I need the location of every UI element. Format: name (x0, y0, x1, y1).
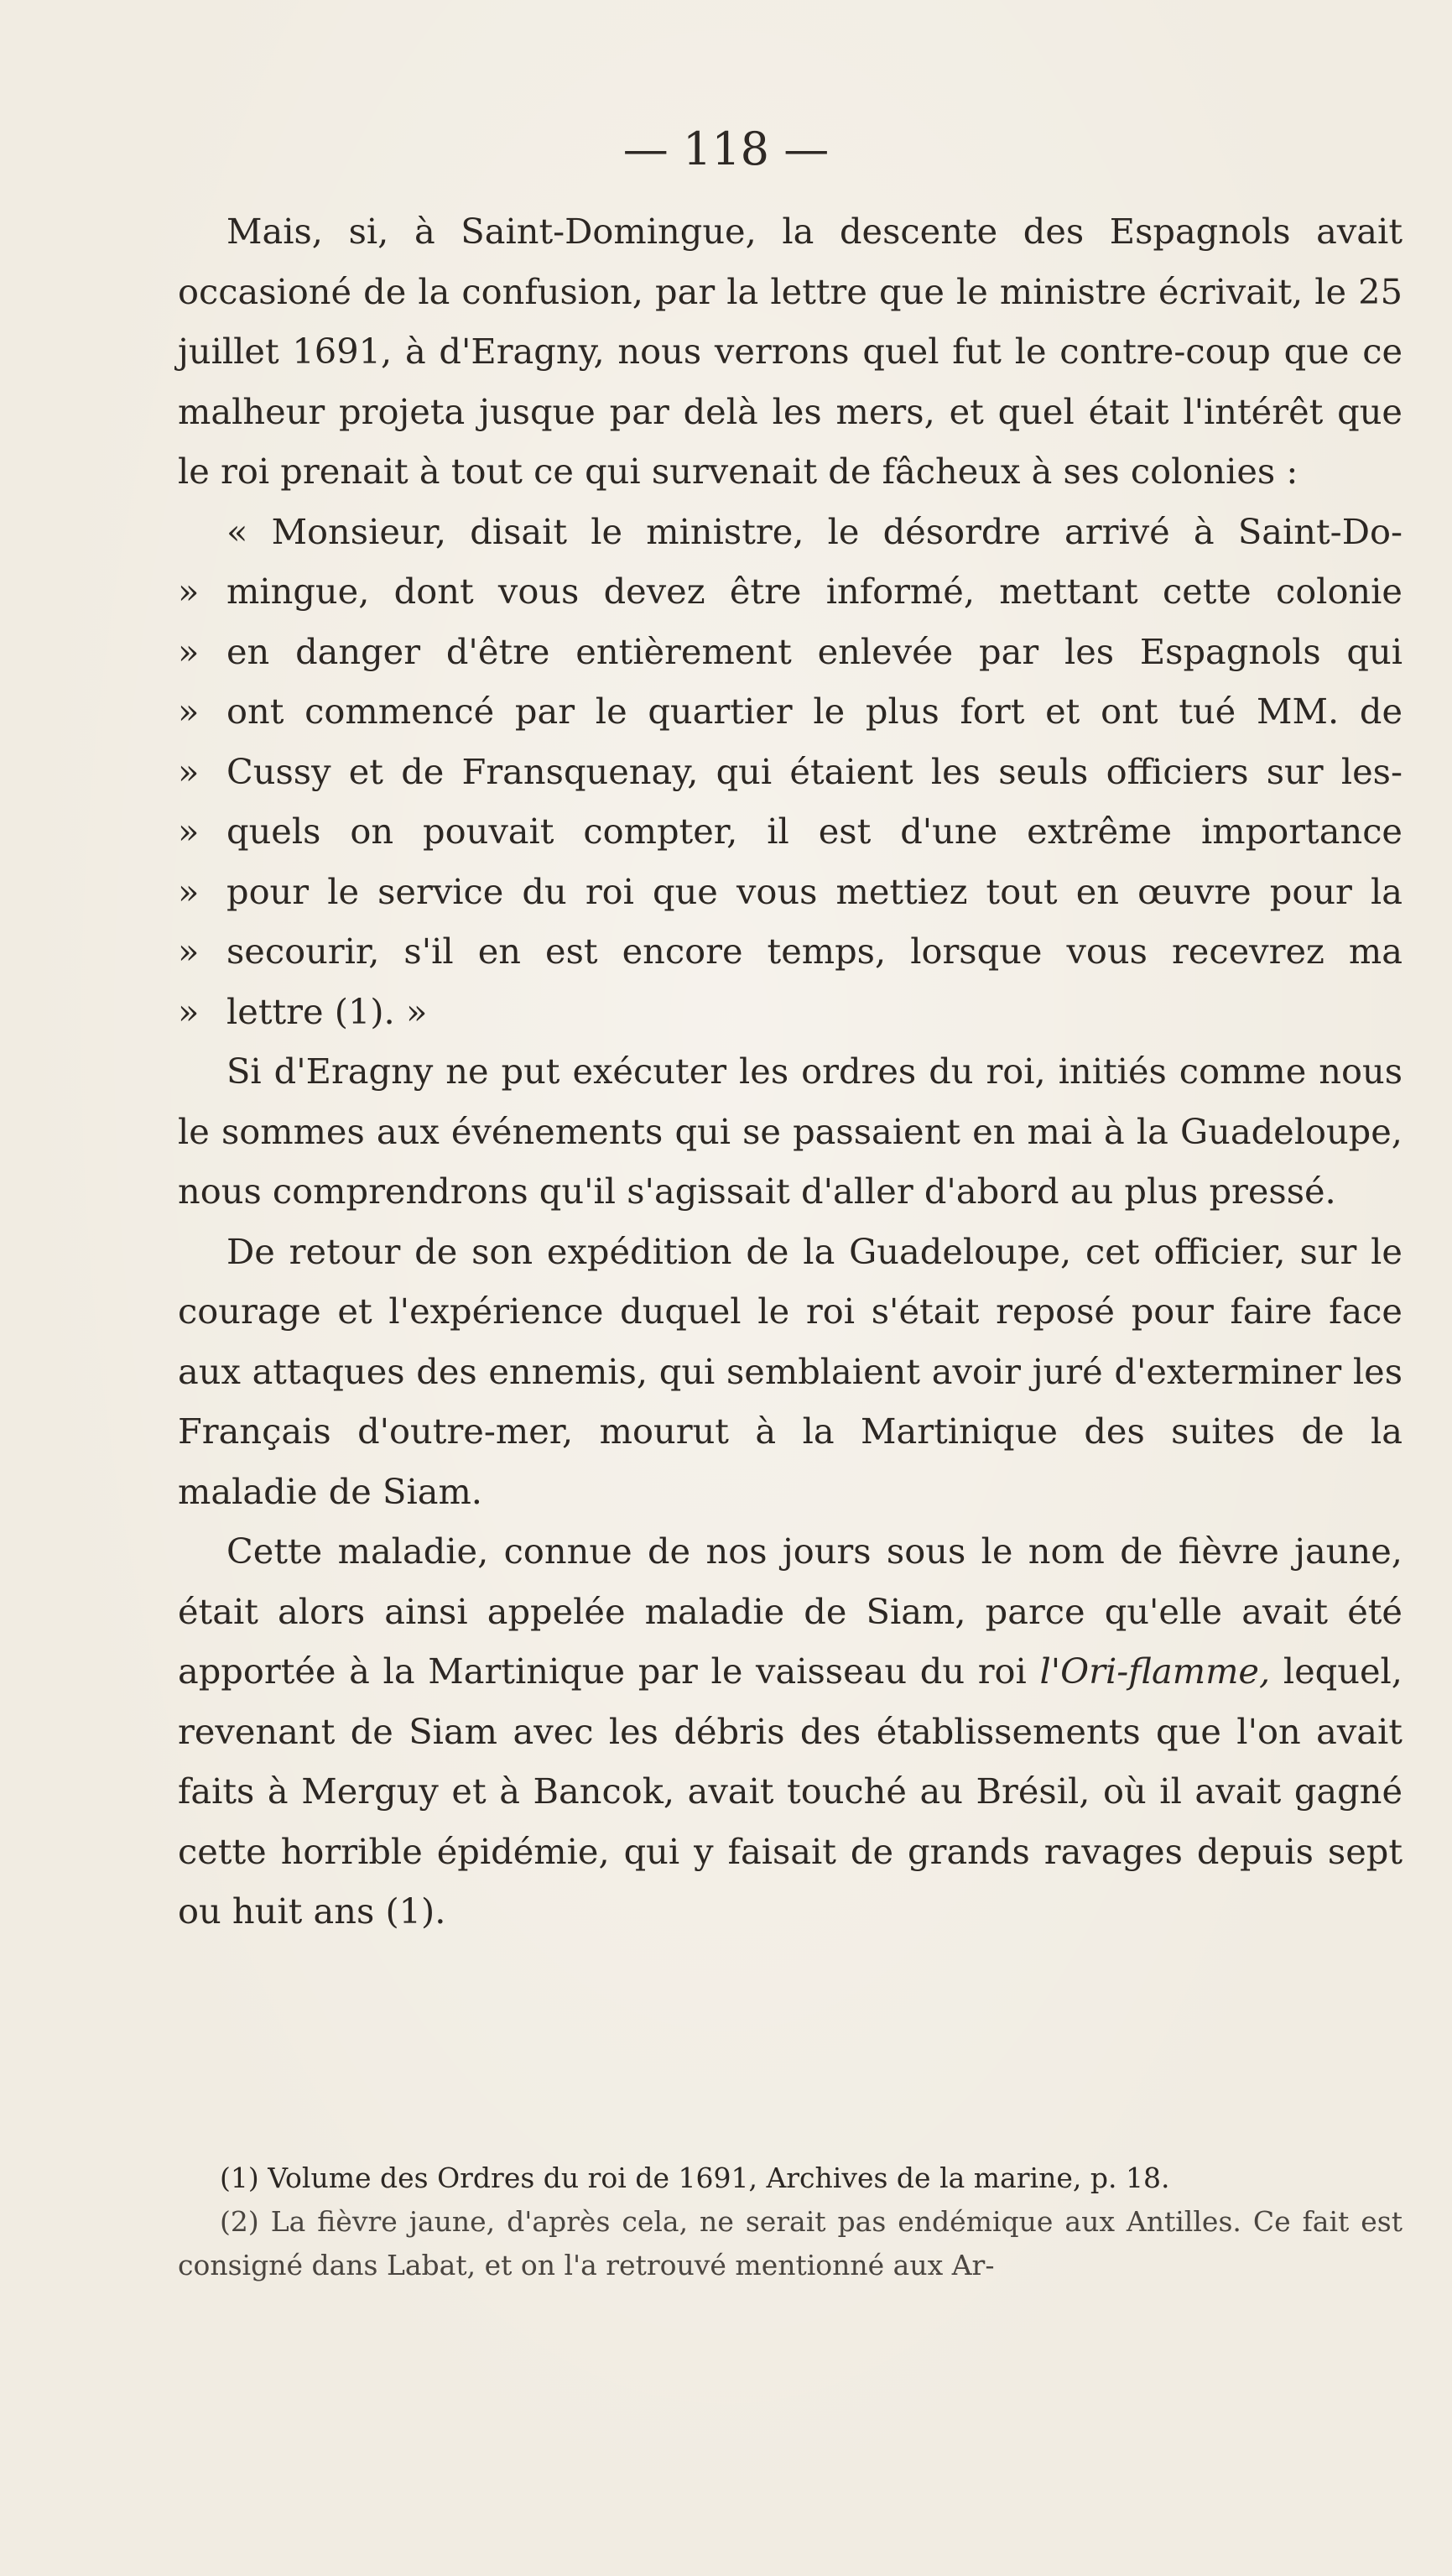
quote-line-text: Cussy et de Fransquenay, qui étaient les seuls officiers sur les- (226, 750, 1403, 792)
paragraph-4 (178, 1521, 1403, 1942)
quote-mark: » (178, 750, 200, 792)
quote-line (178, 681, 1403, 742)
quote-mark: » (178, 571, 200, 612)
quote-line (178, 622, 1403, 682)
paragraph-2: Si d'Eragny ne put exécuter les ordres du roi, initiés comme nous le sommes aux événements qui se passaient en mai à la Guadeloupe, nous comprendrons qu'il s'agissait d'aller d'abord au plus pressé. (178, 1051, 1403, 1212)
paragraph-4-start: Cette maladie, connue de nos jours sous le nom de fièvre jaune, était alors ainsi appelée maladie de Siam, parce qu'elle avait été apportée à la Martinique par le vaisseau du roi (178, 1530, 1403, 1692)
quote-mark: » (178, 870, 200, 912)
paragraph-1: Mais, si, à Saint-Domingue, la descente des Espagnols avait occasioné de la confusion, par la lettre que le ministre écrivait, le 25 juillet 1691, à d'Eragny, nous verrons quel fut le contre-coup que ce malheur projeta jusque par delà les mers, et quel était l'intérêt que le roi prenait à tout ce qui survenait de fâcheux à ses colonies : (178, 211, 1403, 492)
footnote-2: (2) La fièvre jaune, d'après cela, ne serait pas endémique aux Antilles. Ce fait est consigné dans Labat, et on l'a retrouvé mentionné aux Ar- (178, 2205, 1403, 2281)
quote-line: « Monsieur, disait le ministre, le désordre arrivé à Saint-Do- (226, 510, 1403, 552)
quote-line (178, 982, 1403, 1042)
quote-mark: » (178, 811, 200, 852)
quote-mark: » (178, 691, 200, 732)
quote-line (178, 561, 1403, 622)
quote-line (178, 921, 1403, 982)
ship-name: l'Ori-flamme, (1039, 1650, 1271, 1692)
quote-line-text: lettre (1). » (226, 990, 428, 1032)
footnote-1: (1) Volume des Ordres du roi de 1691, Archives de la marine, p. 18. (220, 2161, 1170, 2194)
quote-line-text: secourir, s'il en est encore temps, lorsque vous recevrez ma (226, 931, 1403, 972)
main-text (178, 201, 1403, 1942)
quote-line-text: quels on pouvait compter, il est d'une extrême importance (226, 811, 1403, 852)
quote-line (178, 862, 1403, 922)
page-number: — 118 — (622, 123, 830, 175)
quote-line (178, 742, 1403, 802)
paragraph-4-end: lequel, revenant de Siam avec les débris des établissements que l'on avait faits à Merguy et à Bancok, avait touché au Brésil, où il avait gagné cette horrible épidémie, qui y faisait de grands ravages depuis sept ou huit ans (1). (178, 1650, 1403, 1932)
quoted-letter (178, 502, 1403, 1042)
quote-mark: » (178, 630, 200, 672)
quote-line-text: en danger d'être entièrement enlevée par les Espagnols qui (226, 630, 1403, 672)
quote-line (178, 801, 1403, 862)
quote-line-text: mingue, dont vous devez être informé, mettant cette colonie (226, 571, 1403, 612)
paragraph-3: De retour de son expédition de la Guadeloupe, cet officier, sur le courage et l'expérience duquel le roi s'était reposé pour faire face aux attaques des ennemis, qui semblaient avoir juré d'exterminer les Français d'outre-mer, mourut à la Martinique des suites de la maladie de Siam. (178, 1230, 1403, 1512)
quote-mark: » (178, 931, 200, 972)
quote-mark: » (178, 990, 200, 1032)
footnotes (178, 2156, 1403, 2287)
quote-line-text: pour le service du roi que vous mettiez tout en œuvre pour la (226, 870, 1403, 912)
quote-line-text: ont commencé par le quartier le plus fort et ont tué MM. de (226, 691, 1403, 732)
